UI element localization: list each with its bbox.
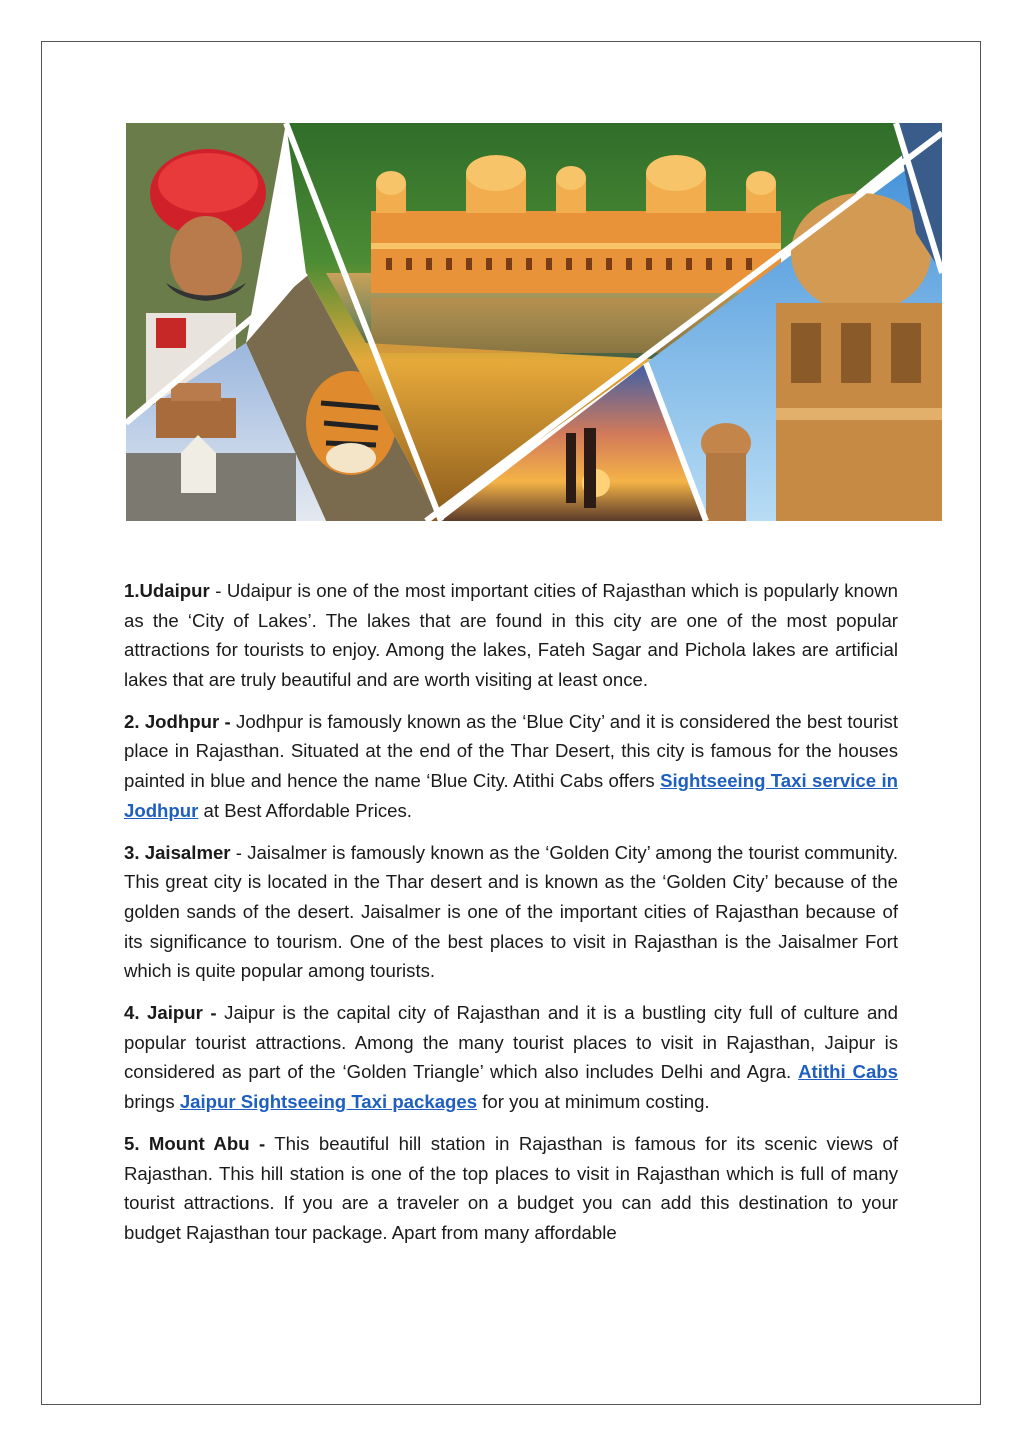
section-jaipur [124,998,898,1116]
section-title: 5. Mount Abu - [124,1133,266,1155]
section-text: Jaisalmer is famously known as the ‘Golden City’ among the tourist community. This great city is located in the Thar desert and is known as the ‘Golden City’ because of the golden sands of the desert. Jaisalmer is one of the important cities of Rajasthan because of its significance to tourism. One of the best places to visit in Rajasthan is the Jaisalmer Fort which is quite popular among tourists. [124,841,899,982]
rajasthan-collage-image [126,123,942,521]
section-title: 1.Udaipur [124,580,210,601]
section-text: brings [124,1091,180,1112]
jaipur-packages-link[interactable]: Jaipur Sightseeing Taxi packages [179,1091,478,1112]
article-body [124,576,898,1260]
atithi-cabs-link[interactable]: Atithi Cabs [798,1061,898,1083]
section-title: 4. Jaipur - [124,1002,217,1024]
section-text: This beautiful hill station in Rajasthan is famous for its scenic views of Rajasthan. This hill station is one of the top places to visit in Rajasthan which is full of many tourist attractions. If you are a traveler on a budget you can add this destination to your budget Rajasthan tour package. Apart from many affordable [124,1133,898,1243]
section-udaipur: 1.Udaipur - Udaipur is one of the most important cities of Rajasthan which is popularly known as the ‘City of Lakes’. The lakes that are found in this city are one of the most popular attractions for tourists to enjoy. Among the lakes, Fateh Sagar and Pichola lakes are artificial lakes that are truly beautiful and are worth visiting at least once. [124,580,898,690]
section-text: Jodhpur is famously known as the ‘Blue City’ and it is considered the best tourist place in Rajasthan. Situated at the end of the Thar Desert, this city is famous for the houses painted in blue and hence the name ‘Blue City. Atithi Cabs offers [124,710,898,792]
section-title: 2. Jodhpur - [124,710,231,732]
section-jodhpur [124,707,898,825]
section-text: at Best Affordable Prices. [198,799,412,821]
section-text: Udaipur is one of the most important cities of Rajasthan which is popularly known as the ‘City of Lakes’. The lakes that are found in this city are one of the most popular attractions for tourists to enjoy. Among the lakes, Fateh Sagar and Pichola lakes are artificial lakes that are truly beautiful and are worth visiting at least once. [124,580,898,690]
section-title: 3. Jaisalmer [124,841,231,863]
page-frame [41,41,981,1405]
section-text: Jaipur is the capital city of Rajasthan and it is a bustling city full of culture and popular tourist attractions. Among the many tourist places to visit in Rajasthan, Jaipur is considered as part of the ‘Golden Triangle’ which also includes Delhi and Agra. [124,1002,898,1083]
section-mount-abu [124,1129,898,1247]
jodhpur-taxi-link[interactable]: Sightseeing Taxi service in Jodhpur [124,770,898,821]
section-text: for you at minimum costing. [477,1091,710,1112]
section-jaisalmer: 3. Jaisalmer - Jaisalmer is famously known as the ‘Golden City’ among the tourist community. This great city is located in the Thar desert and is known as the ‘Golden City’ because of the golden sands of the desert. Jaisalmer is one of the important cities of Rajasthan because of its significance to tourism. One of the best places to visit in Rajasthan is the Jaisalmer Fort which is quite popular among tourists. [124,841,899,982]
